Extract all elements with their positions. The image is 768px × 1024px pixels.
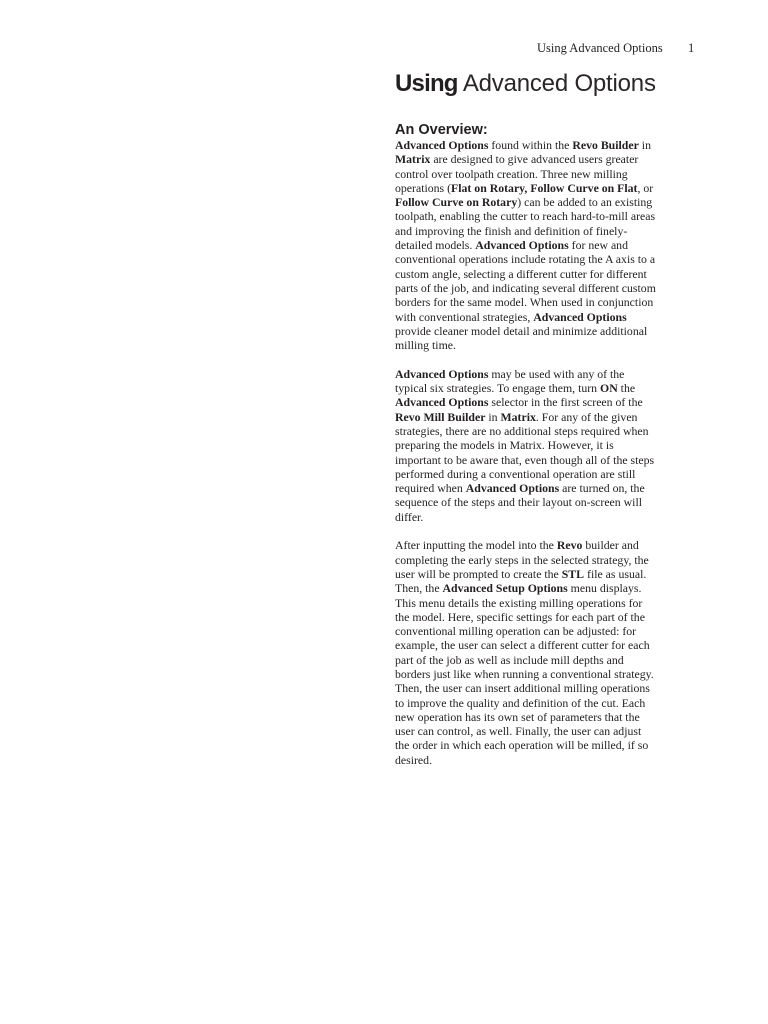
title-rest: Advanced Options — [462, 70, 656, 97]
running-title: Using Advanced Options — [537, 41, 663, 55]
bold-term: Matrix — [500, 409, 536, 424]
text-run: , or — [637, 180, 654, 195]
text-run: menu displays. This menu details the existing milling operations for the model. Here, specific settings for each part of the conventional milling operation can be adjusted: for example, the user can select a different cutter for each part of the job as well as include mill depths and borders just like when running a conventional strategy. Then, the user can insert additional milling operations to improve the quality and definition of the cut. Each new operation has its own set of parameters that the user can control, as well. Finally, the user can adjust the order in which each operation will be milled, if so desired. — [395, 581, 654, 767]
text-run: After inputting the model into the — [395, 538, 557, 553]
text-run: . For any of the given strategies, there are no additional steps required when preparing the models in Matrix. However, it is important to be aware that, even though all of the steps performed during a conventional operation are still required when — [395, 409, 655, 496]
bold-term: Follow Curve on Rotary — [395, 195, 518, 210]
text-run: are turned on, the sequence of the steps and their layout on-screen will differ. — [395, 481, 645, 524]
text-run: in — [485, 409, 501, 424]
text-run: found within the — [488, 138, 573, 152]
page-title — [395, 70, 656, 98]
text-run: in — [638, 138, 651, 152]
text-run: file as usual. Then, the — [395, 566, 647, 596]
bold-term: Matrix — [395, 152, 431, 167]
running-header — [0, 41, 768, 59]
text-run: the — [617, 381, 636, 396]
text-run: are designed to give advanced users greater control over toolpath creation. Three new milling operations ( — [395, 152, 639, 195]
bold-term: ON — [600, 381, 618, 396]
bold-term: Advanced Options — [533, 309, 627, 324]
page-number: 1 — [688, 41, 695, 55]
paragraph — [395, 138, 657, 352]
paragraph — [395, 538, 657, 767]
bold-term: Advanced Options — [465, 481, 560, 496]
bold-term: Advanced Options — [395, 138, 489, 152]
body-text — [395, 138, 657, 781]
bold-term: Revo Mill Builder — [395, 409, 486, 424]
section-heading: An Overview: — [395, 122, 488, 138]
text-run: provide cleaner model detail and minimize additional milling time. — [395, 323, 648, 353]
bold-term: Flat on Rotary, Follow Curve on Flat — [451, 180, 638, 195]
bold-term: Advanced Setup Options — [442, 581, 568, 596]
bold-term: Advanced Options — [475, 238, 569, 253]
text-run: ) can be added to an existing toolpath, enabling the cutter to reach hard-to-mill areas and improving the finish and definition of finely-detailed models. — [395, 195, 656, 253]
bold-term: Advanced Options — [395, 366, 489, 381]
text-run: builder and completing the early steps in the selected strategy, the user will be prompted to create the — [395, 538, 649, 581]
text-run: may be used with any of the typical six strategies. To engage them, turn — [395, 366, 625, 396]
bold-term: Advanced Options — [395, 395, 489, 410]
paragraph — [395, 367, 657, 524]
bold-term: STL — [561, 566, 585, 581]
text-run: for new and conventional operations include rotating the A axis to a custom angle, selecting a different cutter for different parts of the job, and indicating several different custom borders for the same model. When used in conjunction with conventional strategies, — [395, 238, 656, 324]
title-bold-word: Using — [395, 70, 458, 97]
bold-term: Revo — [556, 538, 583, 553]
bold-term: Revo Builder — [572, 138, 639, 152]
text-run: selector in the first screen of the — [488, 395, 643, 410]
